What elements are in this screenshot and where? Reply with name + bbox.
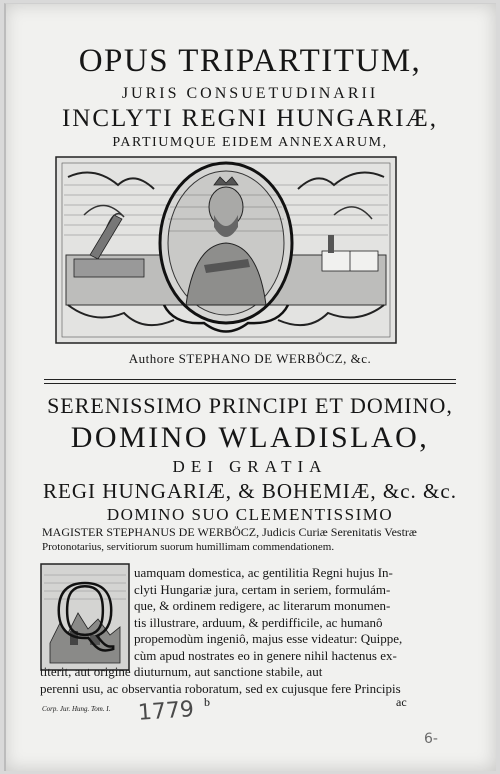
dedication-line-7: Protonotarius, servitiorum suorum humillimam commendationem. [42, 541, 335, 553]
decorated-initial [40, 563, 130, 671]
title-line-3: INCLYTI REGNI HUNGARIÆ, [61, 105, 439, 132]
body-text-indented [134, 565, 464, 664]
svg-text:Q: Q [55, 564, 115, 655]
body-line: que, & ordinem redigere, ac literarum monumen- [134, 598, 391, 613]
dedication-line-3: DEI GRATIA [172, 457, 328, 476]
body-line: clyti Hungariæ jura, certam in seriem, formulám- [134, 581, 391, 597]
body-line: uamquam domestica, ac gentilitia Regni hujus In- [134, 565, 393, 580]
pencil-annotation-mark: 6- [424, 731, 438, 747]
frontispiece-caption: Authore STEPHANO DE WERBÖCZ, &c. [128, 351, 372, 366]
title-line-2: JURIS CONSUETUDINARII [121, 85, 379, 102]
divider-rule [44, 379, 456, 380]
body-line: propemodùm ingeniô, majus esse videatur: Quippe, [134, 631, 403, 646]
imprint-note: Corp. Jur. Hung. Tom. I. [42, 705, 111, 713]
dedication-line-1: SERENISSIMO PRINCIPI ET DOMINO, [47, 393, 453, 418]
body-line: titerit, aut origine diuturnum, aut sanctione stabile, aut [40, 664, 323, 679]
frontispiece-engraving [54, 155, 398, 345]
pencil-annotation-number: 1779 [137, 697, 195, 726]
catchword: ac [396, 695, 407, 709]
dedication-line-6: MAGISTER STEPHANUS DE WERBÖCZ, Judicis Curiæ Serenitatis Vestræ [42, 525, 417, 539]
body-text-full [40, 664, 464, 697]
divider-rule-thin [44, 383, 456, 384]
dedication-line-4: REGI HUNGARIÆ, & BOHEMIÆ, &c. &c. [43, 479, 457, 503]
title-line-4: PARTIUMQUE EIDEM ANNEXARUM, [112, 135, 388, 150]
body-line: tis illustrare, arduum, & perdifficile, ac humanô [134, 614, 383, 630]
body-line: perenni usu, ac observantia roboratum, sed ex cujusque fere Principis [40, 680, 401, 696]
dedication-line-2: DOMINO WLADISLAO, [70, 421, 430, 454]
title-line-1: OPUS TRIPARTITUM, [78, 43, 422, 79]
signature-mark: b [204, 695, 210, 709]
body-line: cùm apud nostrates eo in genere nihil hactenus ex- [134, 647, 397, 663]
document-page [4, 3, 496, 771]
dedication-line-5: DOMINO SUO CLEMENTISSIMO [106, 505, 394, 524]
